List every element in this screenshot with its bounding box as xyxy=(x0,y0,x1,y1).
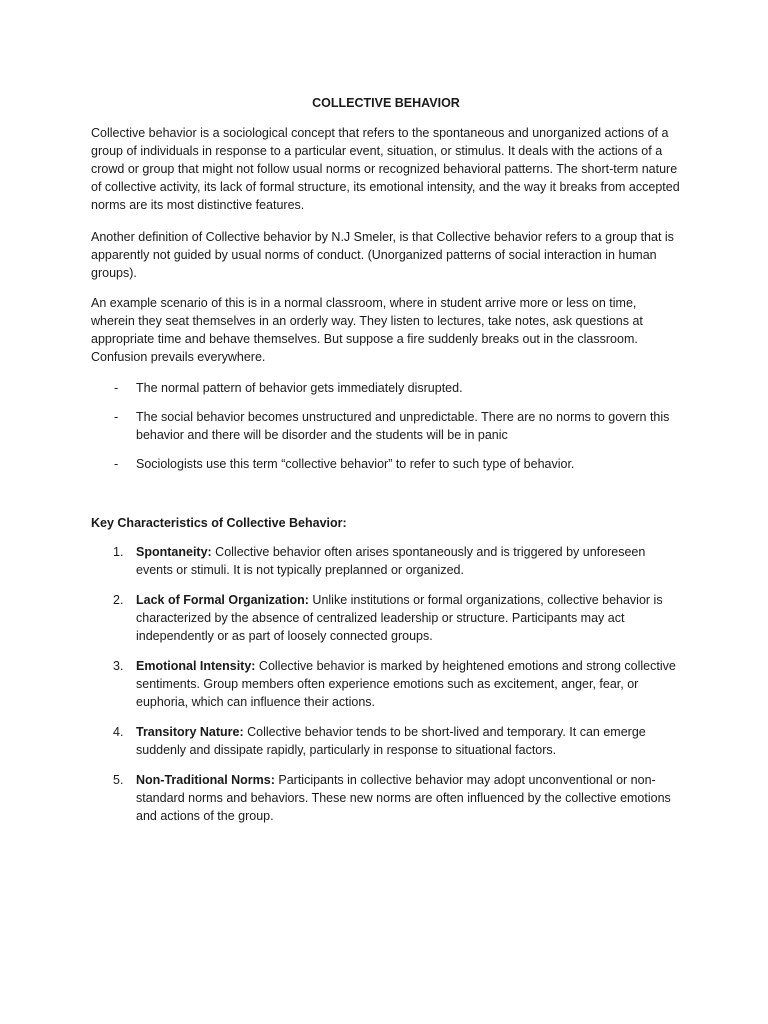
characteristic-text: Participants in collective behavior may adopt unconventional or non-standard norms and behaviors. These new norms are often influenced by the collective emotions and actions of the group. xyxy=(136,773,671,823)
bullet-dash: - xyxy=(114,381,119,395)
list-number: 5. xyxy=(113,773,124,787)
list-number: 3. xyxy=(113,659,124,673)
characteristic-term: Spontaneity: xyxy=(136,545,212,559)
list-number: 2. xyxy=(113,593,124,607)
characteristic-text: Unlike institutions or formal organizations, collective behavior is characterized by the absence of centralized leadership or structure. Participants may act independently or as part of loosely connected groups. xyxy=(136,593,663,643)
characteristic-text: Collective behavior is marked by heightened emotions and strong collective sentiments. Group members often experience emotions such as excitement, anger, fear, or euphoria, which can influence their actions. xyxy=(136,659,676,709)
characteristics-list xyxy=(91,543,681,837)
characteristic-text: Collective behavior often arises spontaneously and is triggered by unforeseen events or stimuli. It is not typically preplanned or organized. xyxy=(136,545,646,577)
list-item xyxy=(91,771,681,825)
bullet-list xyxy=(91,379,681,484)
characteristic-term: Emotional Intensity: xyxy=(136,659,256,673)
list-item xyxy=(91,543,681,579)
list-item xyxy=(91,657,681,711)
document-title: COLLECTIVE BEHAVIOR xyxy=(312,96,460,110)
list-item xyxy=(91,379,681,397)
list-number: 4. xyxy=(113,725,124,739)
paragraph-example: An example scenario of this is in a normal classroom, where in student arrive more or less on time, wherein they seat themselves in an orderly way. They listen to lectures, take notes, ask questions at appropriate time and behave themselves. But suppose a fire suddenly breaks out in the classroom. Confusion prevails everywhere. xyxy=(91,296,643,364)
characteristic-text: Collective behavior tends to be short-lived and temporary. It can emerge suddenly and dissipate rapidly, particularly in response to situational factors. xyxy=(136,725,646,757)
characteristic-term: Lack of Formal Organization: xyxy=(136,593,309,607)
list-item xyxy=(91,455,681,473)
characteristic-term: Non-Traditional Norms: xyxy=(136,773,275,787)
list-item xyxy=(91,591,681,645)
bullet-dash: - xyxy=(114,410,119,424)
list-item xyxy=(91,723,681,759)
key-characteristics-heading: Key Characteristics of Collective Behavior: xyxy=(91,516,347,530)
list-number: 1. xyxy=(113,545,124,559)
bullet-text: The normal pattern of behavior gets immediately disrupted. xyxy=(136,381,463,395)
bullet-dash: - xyxy=(114,457,119,471)
characteristic-term: Transitory Nature: xyxy=(136,725,244,739)
bullet-text: Sociologists use this term “collective behavior” to refer to such type of behavior. xyxy=(136,457,575,471)
bullet-text: The social behavior becomes unstructured and unpredictable. There are no norms to govern this behavior and there will be disorder and the students will be in panic xyxy=(136,410,670,442)
paragraph-smeler-definition: Another definition of Collective behavior by N.J Smeler, is that Collective behavior refers to a group that is apparently not guided by usual norms of conduct. (Unorganized patterns of social interaction in human groups). xyxy=(91,230,674,280)
paragraph-definition: Collective behavior is a sociological concept that refers to the spontaneous and unorganized actions of a group of individuals in response to a particular event, situation, or stimulus. It deals with the actions of a crowd or group that might not follow usual norms or recognized behavioral patterns. The short-term nature of collective activity, its lack of formal structure, its emotional intensity, and the way it breaks from accepted norms are its most distinctive features. xyxy=(91,126,680,212)
list-item xyxy=(91,408,681,444)
